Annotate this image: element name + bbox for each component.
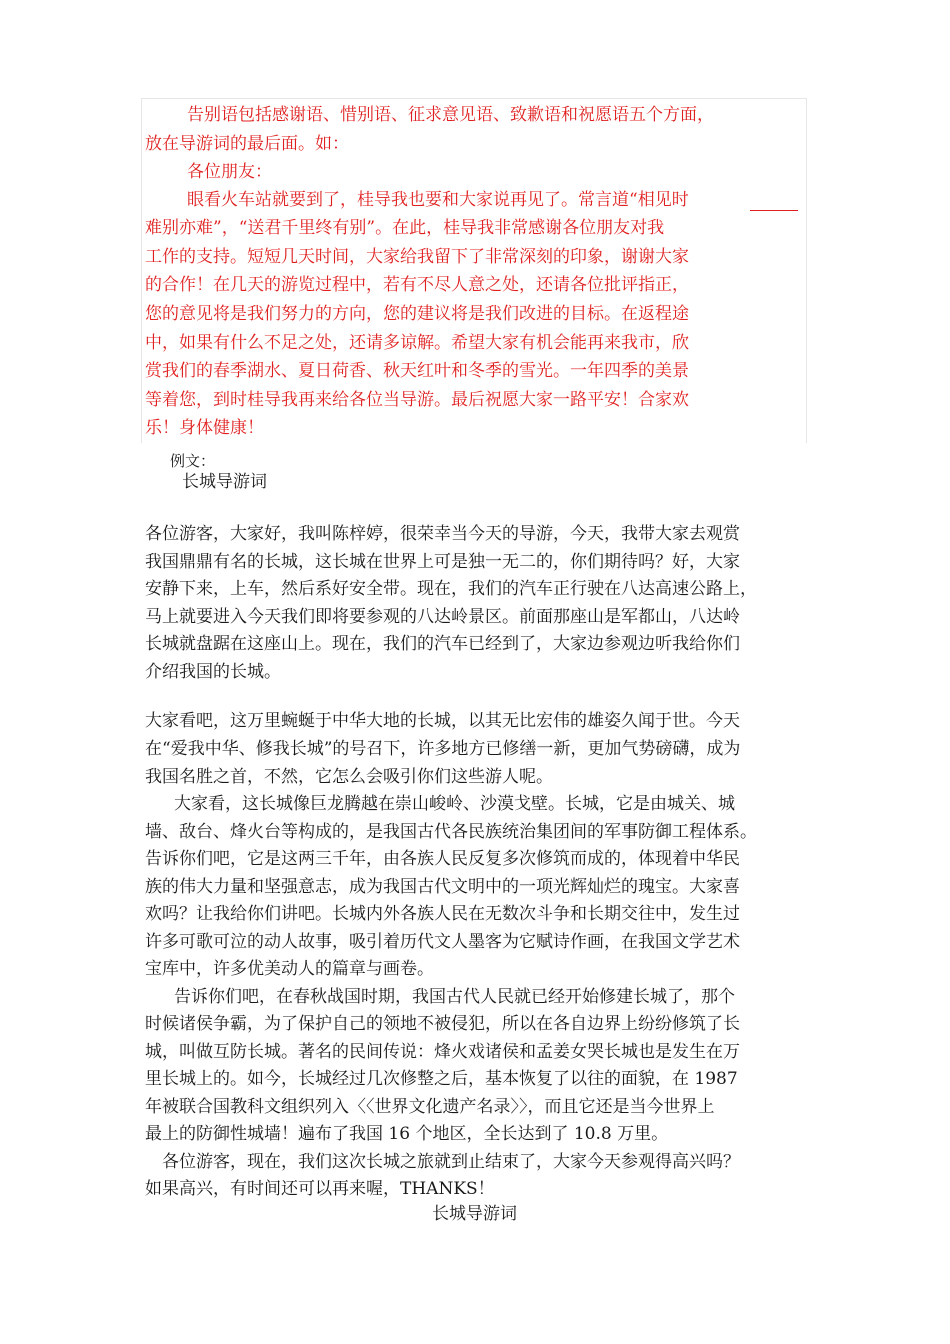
body-line: 各位游客，现在，我们这次长城之旅就到止结束了，大家今天参观得高兴吗？ (162, 1152, 740, 1172)
body-line: 时候诸侯争霸，为了保护自己的领地不被侵犯，所以在各自边界上纷纷修筑了长 (145, 1014, 740, 1034)
intro-line: 您的意见将是我们努力的方向，您的建议将是我们改进的目标。在返程途 (145, 304, 689, 324)
intro-line: 乐！身体健康！ (145, 418, 264, 438)
intro-line: 的合作！在几天的游览过程中，若有不尽人意之处，还请各位批评指正， (145, 275, 689, 295)
intro-line: 工作的支持。短短几天时间，大家给我留下了非常深刻的印象，谢谢大家 (145, 247, 689, 267)
body-line: 我国名胜之首，不然，它怎么会吸引你们这些游人呢。 (145, 767, 553, 787)
body-line: 告诉你们吧，它是这两三千年，由各族人民反复多次修筑而成的，体现着中华民 (145, 849, 740, 869)
intro-line: 眼看火车站就要到了，桂导我也要和大家说再见了。常言道“相见时 (187, 190, 689, 210)
body-line: 告诉你们吧，在春秋战国时期，我国古代人民就已经开始修建长城了，那个 (174, 987, 735, 1007)
intro-line: 中，如果有什么不足之处，还请多谅解。希望大家有机会能再来我市，欣 (145, 333, 689, 353)
example-label: 例文： (170, 452, 216, 470)
intro-line: 赏我们的春季湖水、夏日荷香、秋天红叶和冬季的雪光。一年四季的美景 (145, 361, 689, 381)
body-line: 许多可歌可泣的动人故事，吸引着历代文人墨客为它赋诗作画，在我国文学艺术 (145, 932, 740, 952)
body-line: 宝库中，许多优美动人的篇章与画卷。 (145, 959, 434, 979)
intro-line: 放在导游词的最后面。如： (145, 134, 349, 154)
article-title: 长城导游词 (182, 472, 267, 492)
body-line: 大家看吧，这万里蜿蜒于中华大地的长城，以其无比宏伟的雄姿久闻于世。今天 (145, 711, 740, 731)
body-line: 如果高兴，有时间还可以再来喔，THANKS！ (145, 1179, 495, 1199)
body-line: 安静下来，上车，然后系好安全带。现在，我们的汽车正行驶在八达高速公路上， (145, 579, 757, 599)
intro-line: 等着您，到时桂导我再来给各位当导游。最后祝愿大家一路平安！合家欢 (145, 390, 689, 410)
underline-mark (750, 210, 798, 211)
body-line: 墙、敌台、烽火台等构成的，是我国古代各民族统治集团间的军事防御工程体系。 (145, 822, 757, 842)
body-line: 欢吗？让我给你们讲吧。长城内外各族人民在无数次斗争和长期交往中，发生过 (145, 904, 740, 924)
body-line: 各位游客，大家好，我叫陈梓婷，很荣幸当今天的导游，今天，我带大家去观赏 (145, 524, 740, 544)
body-line: 城，叫做互防长城。著名的民间传说：烽火戏诸侯和孟姜女哭长城也是发生在万 (145, 1042, 740, 1062)
body-line: 大家看，这长城像巨龙腾越在崇山峻岭、沙漠戈壁。长城，它是由城关、城 (174, 794, 735, 814)
intro-line: 各位朋友： (187, 162, 272, 182)
footer-title: 长城导游词 (432, 1204, 517, 1224)
body-line: 年被联合国教科文组织列入〈〈世界文化遗产名录〉〉，而且它还是当今世界上 (145, 1097, 715, 1117)
body-line: 我国鼎鼎有名的长城，这长城在世界上可是独一无二的，你们期待吗？好，大家 (145, 552, 740, 572)
body-line: 马上就要进入今天我们即将要参观的八达岭景区。前面那座山是军都山，八达岭 (145, 607, 740, 627)
body-line: 介绍我国的长城。 (145, 662, 281, 682)
intro-line: 难别亦难”，“送君千里终有别”。在此，桂导我非常感谢各位朋友对我 (145, 218, 665, 238)
body-line: 里长城上的。如今，长城经过几次修整之后，基本恢复了以往的面貌，在 1987 (145, 1069, 738, 1089)
intro-line: 告别语包括感谢语、惜别语、征求意见语、致歉语和祝愿语五个方面， (187, 105, 714, 125)
body-line: 长城就盘踞在这座山上。现在，我们的汽车已经到了，大家边参观边听我给你们 (145, 634, 740, 654)
body-line: 最上的防御性城墙！遍布了我国 16 个地区，全长达到了 10.8 万里。 (145, 1124, 669, 1144)
body-line: 在“爱我中华、修我长城”的号召下，许多地方已修缮一新，更加气势磅礴，成为 (145, 739, 741, 759)
body-line: 族的伟大力量和坚强意志，成为我国古代文明中的一项光辉灿烂的瑰宝。大家喜 (145, 877, 740, 897)
